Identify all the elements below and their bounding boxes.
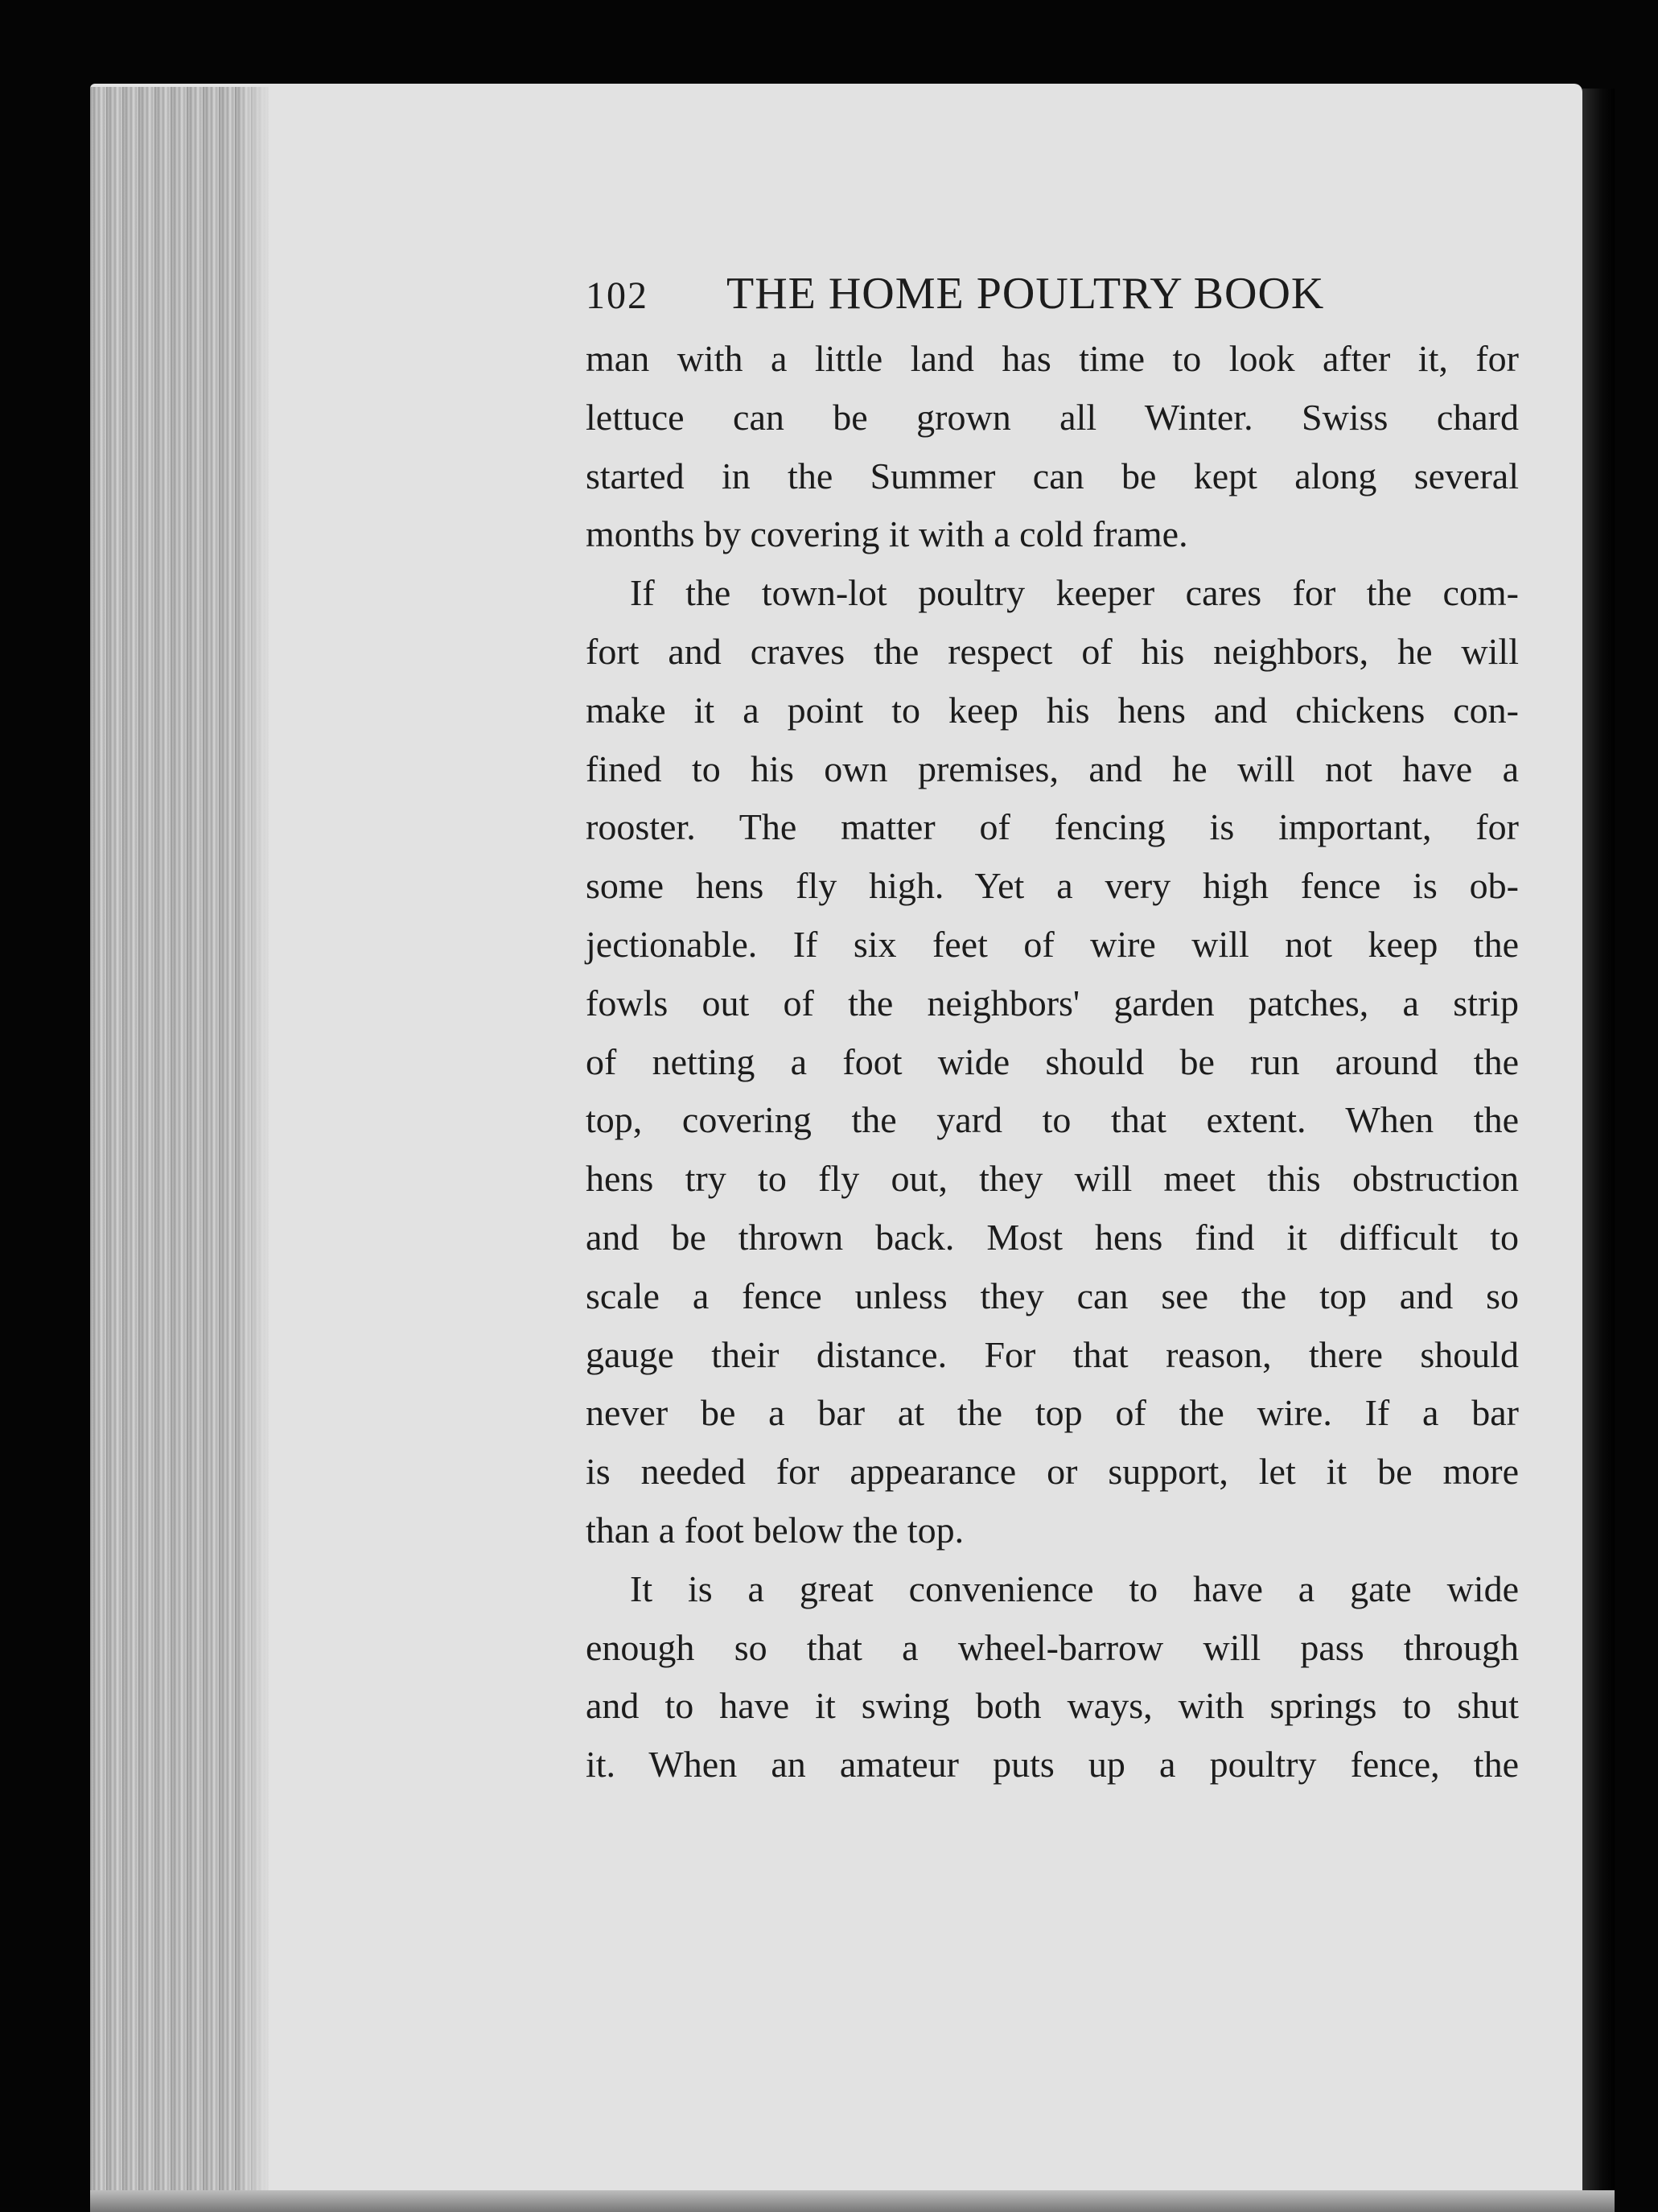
text-line: and to have it swing both ways, with springs to shut: [586, 1685, 1519, 1727]
paragraph: [586, 330, 1519, 564]
page-number: 102: [586, 274, 648, 317]
text-line: lettuce can be grown all Winter. Swiss chard: [586, 396, 1519, 438]
text-line: jectionable. If six feet of wire will not keep the: [586, 923, 1519, 965]
binding-gutter: [1582, 89, 1615, 2212]
text-line: top, covering the yard to that extent. When the: [586, 1099, 1519, 1141]
text-line: gauge their distance. For that reason, there should: [586, 1333, 1519, 1375]
text-line: fowls out of the neighbors' garden patches, a strip: [586, 982, 1519, 1024]
paragraph: [586, 564, 1519, 1560]
text-line: make it a point to keep his hens and chickens con-: [586, 689, 1519, 731]
text-line: of netting a foot wide should be run around the: [586, 1040, 1519, 1082]
text-line: some hens fly high. Yet a very high fence is ob-: [586, 865, 1519, 907]
text-line: months by covering it with a cold frame.: [586, 513, 1188, 555]
paragraph: [586, 1560, 1519, 1794]
text-line: than a foot below the top.: [586, 1509, 965, 1551]
text-line: If the town-lot poultry keeper cares for the com-: [630, 572, 1519, 614]
book-title: THE HOME POULTRY BOOK: [726, 269, 1325, 319]
text-line: man with a little land has time to look after it, for: [586, 338, 1519, 379]
text-line: started in the Summer can be kept along several: [586, 455, 1519, 496]
page-text-block: [586, 257, 1519, 1794]
text-line: It is a great convenience to have a gate wide: [630, 1567, 1519, 1609]
running-head: [586, 257, 1519, 330]
text-line: fined to his own premises, and he will not have a: [586, 748, 1519, 789]
text-line: enough so that a wheel-barrow will pass through: [586, 1626, 1519, 1668]
body-text: [586, 330, 1519, 1794]
text-line: never be a bar at the top of the wire. If a bar: [586, 1392, 1519, 1434]
page-bottom-edge: [90, 2190, 1615, 2212]
text-line: fort and craves the respect of his neighbors, he will: [586, 630, 1519, 672]
text-line: and be thrown back. Most hens find it difficult to: [586, 1216, 1519, 1258]
text-line: it. When an amateur puts up a poultry fence, the: [586, 1744, 1519, 1786]
text-line: rooster. The matter of fencing is important, for: [586, 806, 1519, 848]
text-line: scale a fence unless they can see the top and so: [586, 1275, 1519, 1316]
text-line: hens try to fly out, they will meet this obstruction: [586, 1158, 1519, 1200]
page-edge-stack: [90, 87, 269, 2208]
text-line: is needed for appearance or support, let it be more: [586, 1451, 1519, 1493]
